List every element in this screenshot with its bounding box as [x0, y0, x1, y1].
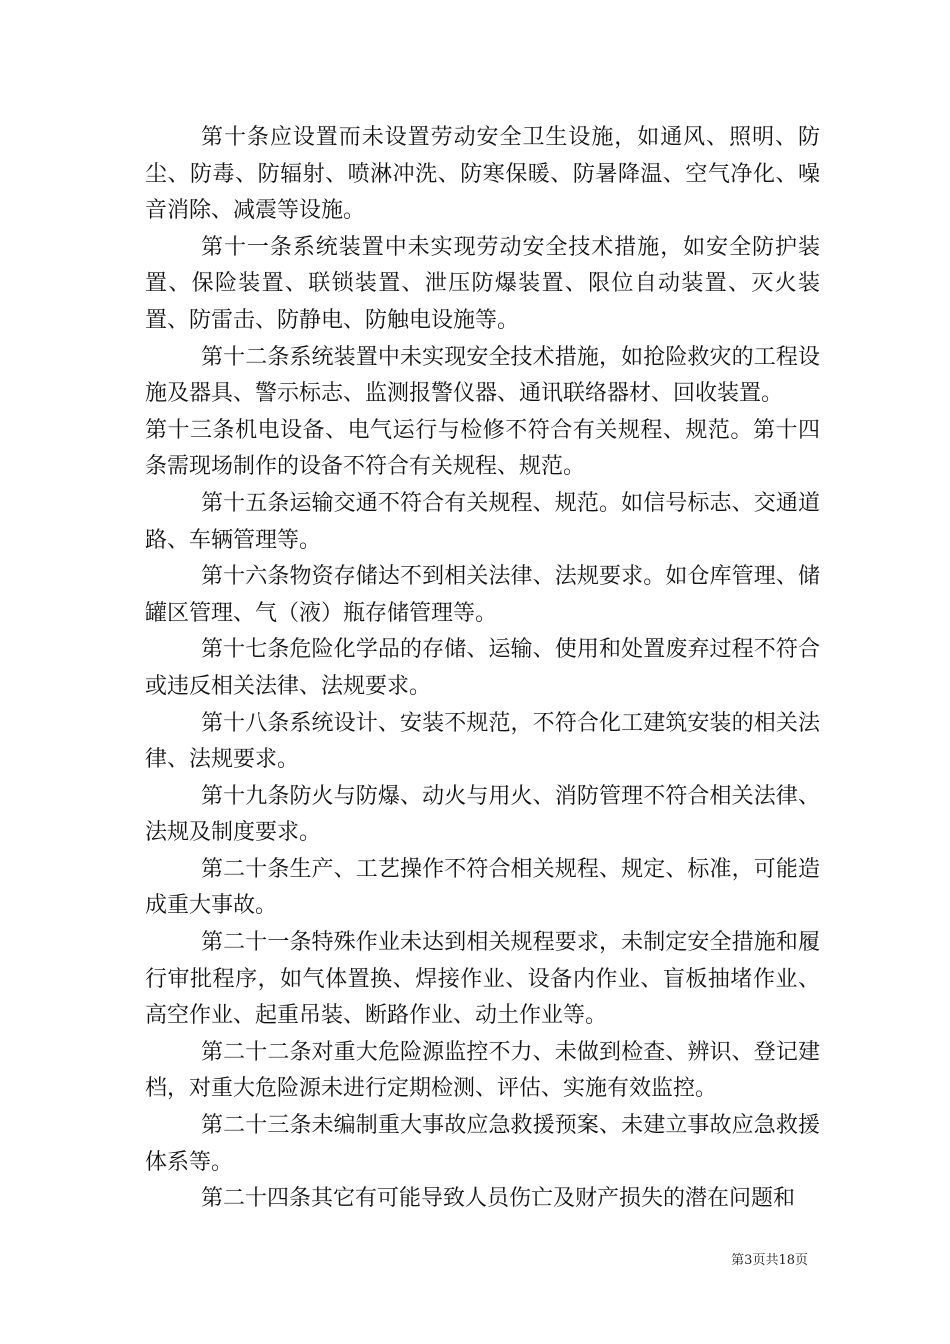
paragraph-article-11: 第十一条系统装置中未实现劳动安全技术措施，如安全防护装置、保险装置、联锁装置、泄压防爆装置、限位自动装置、灭火装置、防雷击、防静电、防触电设施等。 [145, 234, 820, 333]
paragraph-article-20: 第二十条生产、工艺操作不符合相关规程、规定、标准，可能造成重大事故。 [145, 856, 820, 919]
paragraph-article-18: 第十八条系统设计、安装不规范，不符合化工建筑安装的相关法律、法规要求。 [145, 710, 820, 773]
document-body [145, 120, 820, 1218]
paragraph-article-12: 第十二条系统装置中未实现安全技术措施，如抢险救灾的工程设施及器具、警示标志、监测报警仪器、通讯联络器材、回收装置。 [145, 344, 820, 407]
paragraph-article-21: 第二十一条特殊作业未达到相关规程要求，未制定安全措施和履行审批程序，如气体置换、焊接作业、设备内作业、盲板抽堵作业、高空作业、起重吊装、断路作业、动土作业等。 [145, 930, 820, 1029]
paragraph-article-24: 第二十四条其它有可能导致人员伤亡及财产损失的潜在问题和 [201, 1186, 796, 1212]
paragraph-article-10: 第十条应设置而未设置劳动安全卫生设施，如通风、照明、防尘、防毒、防辐射、喷淋冲洗、防寒保暖、防暑降温、空气净化、噪音消除、减震等设施。 [145, 125, 820, 224]
paragraph-article-23: 第二十三条未编制重大事故应急救援预案、未建立事故应急救援体系等。 [145, 1113, 820, 1175]
paragraph-article-16: 第十六条物资存储达不到相关法律、法规要求。如仓库管理、储罐区管理、气（液）瓶存储管理等。 [145, 564, 820, 626]
paragraph-article-17: 第十七条危险化学品的存储、运输、使用和处置废弃过程不符合或违反相关法律、法规要求。 [145, 637, 820, 699]
page-number-label: 第3页共18页 [731, 1253, 808, 1268]
paragraph-article-22: 第二十二条对重大危险源监控不力、未做到检查、辨识、登记建档，对重大危险源未进行定期检测、评估、实施有效监控。 [145, 1039, 820, 1102]
paragraph-article-13-14: 第十三条机电设备、电气运行与检修不符合有关规程、规范。第十四条需现场制作的设备不符合有关规程、规范。 [145, 417, 820, 480]
paragraph-article-19: 第十九条防火与防爆、动火与用火、消防管理不符合相关法律、法规及制度要求。 [145, 783, 820, 846]
paragraph-article-15: 第十五条运输交通不符合有关规程、规范。如信号标志、交通道路、车辆管理等。 [145, 490, 820, 553]
